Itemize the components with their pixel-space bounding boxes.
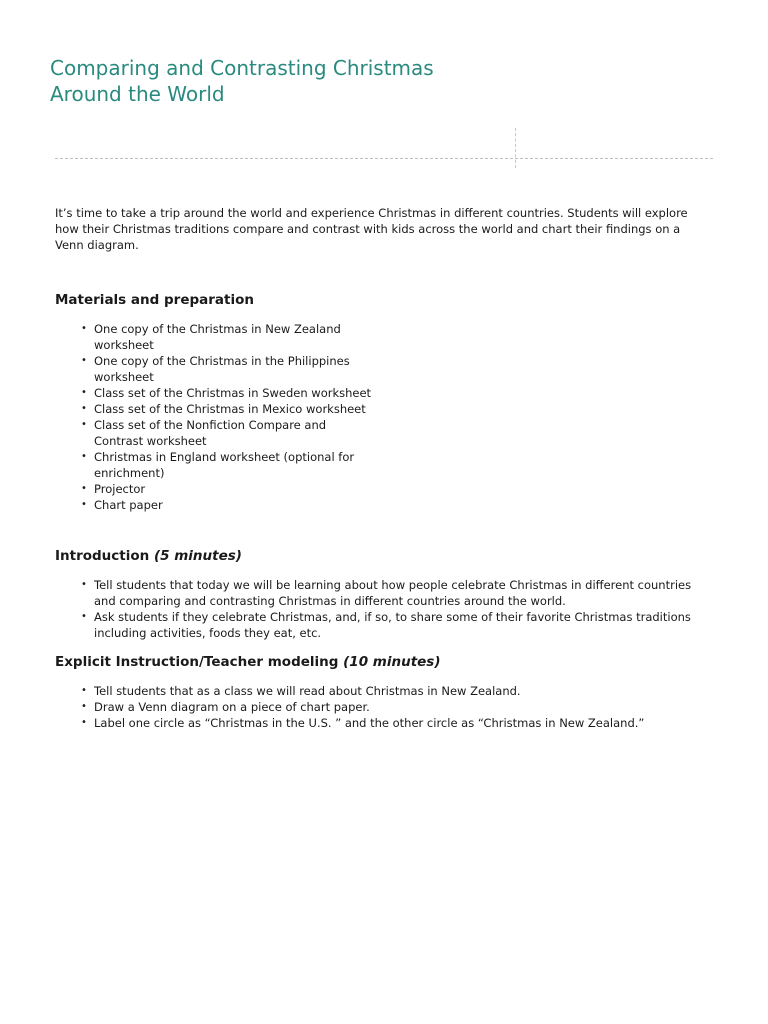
dashed-divider xyxy=(55,158,713,159)
list-item-text: Class set of the Nonfiction Compare and Contrast worksheet xyxy=(94,418,327,448)
list-item xyxy=(55,683,714,699)
page-title-line-2: Around the World xyxy=(50,82,225,106)
page-title xyxy=(50,55,510,107)
list-item-text: Chart paper xyxy=(94,498,163,512)
list-item xyxy=(55,353,374,385)
bullet-icon: • xyxy=(81,579,87,590)
dashed-vertical-divider xyxy=(515,128,516,168)
bullet-icon: • xyxy=(81,323,87,334)
explicit-instruction-heading xyxy=(55,653,715,671)
bullet-icon: • xyxy=(81,451,87,462)
list-item xyxy=(55,385,374,401)
list-item-text: Draw a Venn diagram on a piece of chart paper. xyxy=(94,700,370,714)
explicit-instruction-list xyxy=(55,683,715,731)
list-item xyxy=(55,497,374,513)
materials-list xyxy=(55,321,715,513)
list-item xyxy=(55,321,374,353)
bullet-icon: • xyxy=(81,701,87,712)
list-item-text: Tell students that today we will be learning about how people celebrate Christmas in different countries and comparing and contrasting Christmas in different countries around the world. xyxy=(94,578,692,608)
lesson-content xyxy=(55,205,715,731)
introduction-heading xyxy=(55,547,715,565)
bullet-icon: • xyxy=(81,717,87,728)
bullet-icon: • xyxy=(81,403,87,414)
bullet-icon: • xyxy=(81,387,87,398)
list-item xyxy=(55,577,714,609)
list-item-text: One copy of the Christmas in New Zealand worksheet xyxy=(94,322,341,352)
explicit-instruction-duration: (10 minutes) xyxy=(343,654,441,670)
bullet-icon: • xyxy=(81,355,87,366)
list-item-text: Class set of the Christmas in Mexico worksheet xyxy=(94,402,366,416)
list-item xyxy=(55,609,714,641)
introduction-heading-text: Introduction xyxy=(55,548,150,564)
bullet-icon: • xyxy=(81,419,87,430)
page-title-line-1: Comparing and Contrasting Christmas xyxy=(50,56,434,80)
list-item-text: Projector xyxy=(94,482,146,496)
list-item xyxy=(55,699,714,715)
list-item-text: Christmas in England worksheet (optional for enrichment) xyxy=(94,450,355,480)
list-item xyxy=(55,715,714,731)
list-item-text: One copy of the Christmas in the Philippines worksheet xyxy=(94,354,350,384)
list-item xyxy=(55,401,374,417)
introduction-list xyxy=(55,577,715,641)
bullet-icon: • xyxy=(81,685,87,696)
list-item xyxy=(55,481,374,497)
list-item-text: Ask students if they celebrate Christmas, and, if so, to share some of their favorite Christmas traditions including activities, foods they eat, etc. xyxy=(94,610,691,640)
list-item-text: Label one circle as “Christmas in the U.S. ” and the other circle as “Christmas in New Zealand.” xyxy=(94,716,645,730)
list-item xyxy=(55,449,374,481)
intro-paragraph: It’s time to take a trip around the world and experience Christmas in different countries. Students will explore how their Christmas traditions compare and contrast with kids across the world and chart their findings on a Venn diagram. xyxy=(55,206,688,252)
materials-heading: Materials and preparation xyxy=(55,292,254,308)
bullet-icon: • xyxy=(81,499,87,510)
list-item-text: Tell students that as a class we will read about Christmas in New Zealand. xyxy=(94,684,521,698)
bullet-icon: • xyxy=(81,483,87,494)
introduction-duration: (5 minutes) xyxy=(153,548,242,564)
explicit-instruction-heading-text: Explicit Instruction/Teacher modeling xyxy=(55,654,339,670)
list-item-text: Class set of the Christmas in Sweden worksheet xyxy=(94,386,372,400)
list-item xyxy=(55,417,374,449)
bullet-icon: • xyxy=(81,611,87,622)
